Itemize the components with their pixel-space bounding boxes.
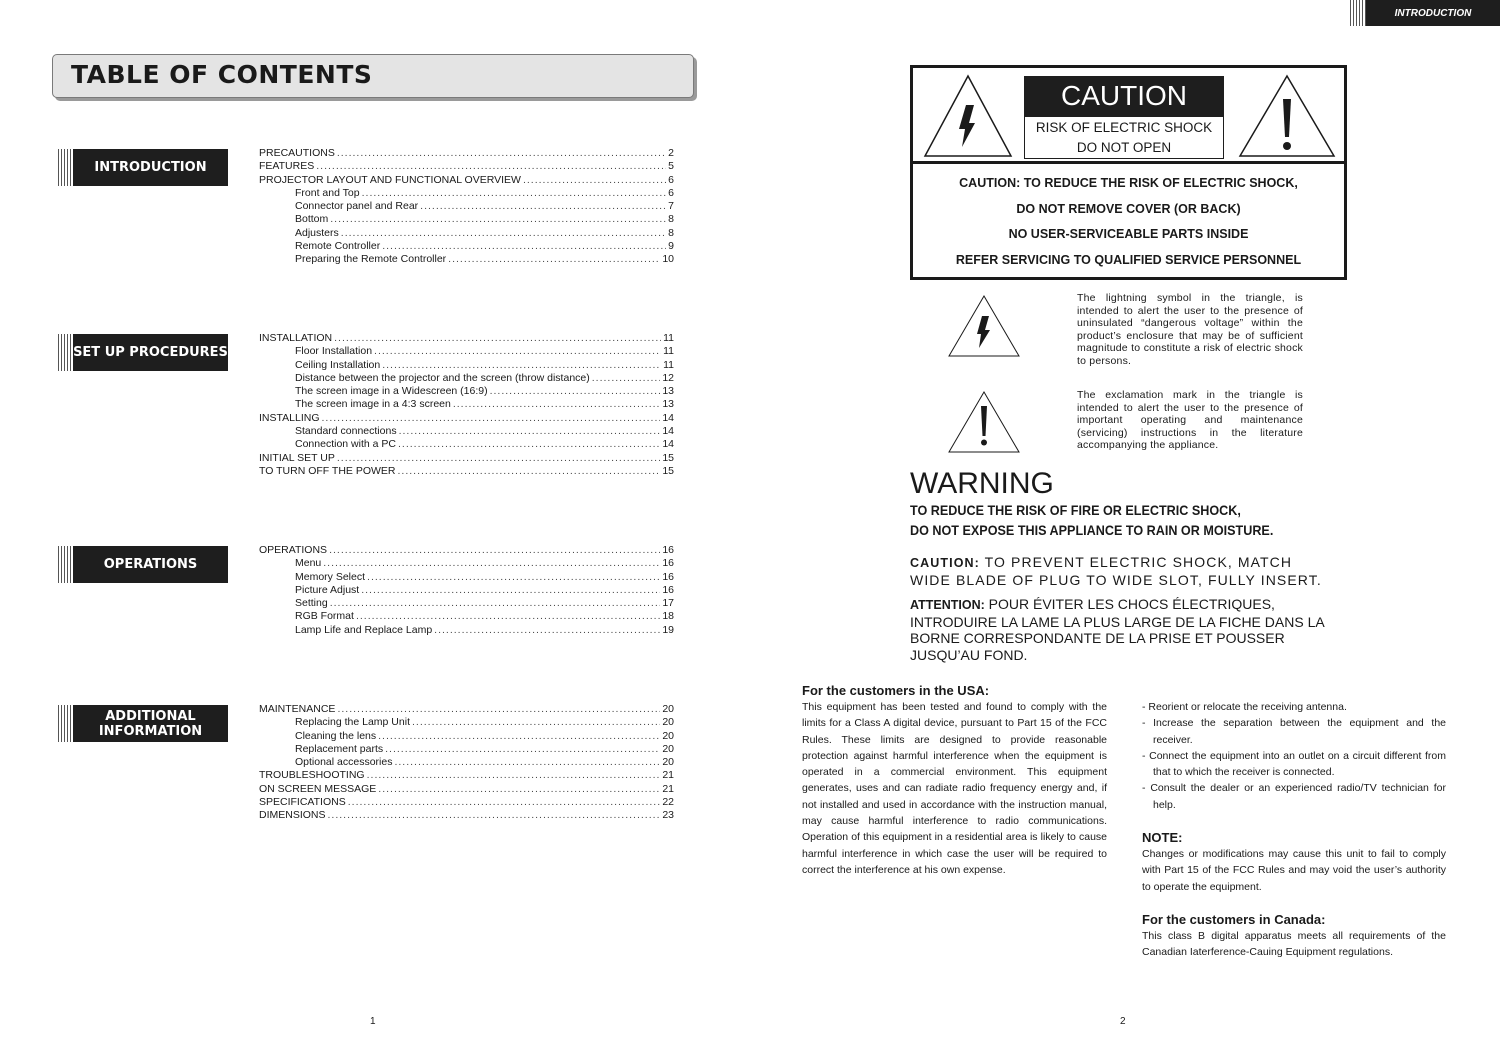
toc-entry-page: 14 [662,411,674,424]
toc-entry-page: 16 [662,570,674,583]
toc-entry [259,809,674,822]
section-label-text: INTRODUCTION [73,149,228,186]
toc-entry-title: Connection with a PC [295,438,396,451]
toc-entry [259,597,674,610]
toc-leader-dots [316,160,666,173]
toc-leader-dots [367,769,661,782]
toc-entry [259,398,674,411]
toc-entry-page: 10 [662,253,674,266]
lightning-symbol-icon [947,294,1021,358]
toc-entry-title: Replacement parts [295,742,384,755]
toc-entry [259,465,674,478]
toc-leader-dots [334,332,661,345]
warning-line-2: DO NOT EXPOSE THIS APPLIANCE TO RAIN OR MOISTURE. [910,522,1274,538]
toc-entry-page: 20 [662,756,674,769]
toc-leader-dots [330,213,666,226]
header-tab [1350,0,1500,26]
toc-entry-title: FEATURES [259,160,315,173]
toc-entry-page: 16 [662,557,674,570]
toc-leader-dots [399,425,661,438]
header-stripes [1350,0,1366,26]
toc-entry-page: 20 [662,729,674,742]
toc-entry-page: 21 [662,782,674,795]
toc-entry-title: Bottom [295,213,329,226]
caution-subtitle [1024,116,1224,159]
toc-entry-page: 13 [662,398,674,411]
toc-entry-page: 21 [662,769,674,782]
label-stripes [58,705,73,742]
toc-leader-dots [322,412,661,425]
toc-entry-page: 22 [662,796,674,809]
toc-entry-page: 20 [662,703,674,715]
toc-entry-title: The screen image in a 4:3 screen [295,398,451,411]
toc-entry [259,544,674,557]
section-label-text: SET UP PROCEDURES [73,334,228,371]
toc-leader-dots [323,557,660,570]
canada-heading: For the customers in Canada: [1142,912,1326,927]
note-text: Changes or modifications may cause this unit to fail to comply with Part 15 of the FCC Rules and may void the user’s authority to operate the equipment. [1142,848,1446,893]
toc-entry [259,438,674,451]
note-heading: NOTE: [1142,830,1183,845]
toc-entry-page: 5 [668,160,674,173]
toc-entry [259,703,674,716]
toc-entry [259,359,674,372]
toc-entry [259,253,674,266]
toc-entry [259,187,674,200]
toc-entry-title: Setting [295,597,328,610]
section-label-setup [58,334,228,371]
toc-entry-page: 15 [662,451,674,464]
toc-leader-dots [398,438,660,451]
label-stripes [58,546,73,583]
toc-entry-title: Remote Controller [295,240,381,253]
toc-entry-page: 11 [663,345,674,358]
caution-title: CAUTION [1024,76,1224,116]
toc-entry-title: SPECIFICATIONS [259,796,346,809]
toc-entry [259,385,674,398]
section-label-introduction [58,149,228,186]
toc-leader-dots [330,597,661,610]
section-label-text: ADDITIONAL INFORMATION [73,705,228,742]
toc-entry [259,769,674,782]
section-label-text: OPERATIONS [73,546,228,583]
toc-entry-title: Replacing the Lamp Unit [295,716,410,729]
toc-leader-dots [412,716,660,729]
toc-entry-title: Connector panel and Rear [295,200,419,213]
toc-entry-page: 16 [662,583,674,596]
toc-leader-dots [337,452,660,465]
header-tab-label: INTRODUCTION [1366,0,1500,26]
label-stripes [58,149,73,186]
toc-entry-page: 20 [662,742,674,755]
list-item: - Increase the separation between the equipment and the receiver. [1142,717,1446,746]
toc-entry [259,332,674,345]
toc-entry-title: Cleaning the lens [295,729,377,742]
canada-text: This class B digital apparatus meets all requirements of the Canadian Iaterference-Cauing Equipment regulations. [1142,930,1446,959]
toc-leader-dots [420,200,666,213]
toc-entry-page: 17 [662,597,674,610]
toc-leader-dots [378,730,660,743]
toc-entry [259,783,674,796]
toc-entry-title: PRECAUTIONS [259,147,335,159]
toc-entry-title: TROUBLESHOOTING [259,769,365,782]
toc-entry [259,174,674,187]
toc-entry-title: DIMENSIONS [259,809,326,822]
toc-entry-page: 18 [662,610,674,623]
toc-entry-page: 11 [663,358,674,371]
toc-entry [259,412,674,425]
toc-entry [259,452,674,465]
toc-entry-page: 8 [668,213,674,226]
canada-customers-section [1142,912,1446,961]
toc-entry-page: 13 [662,385,674,398]
caution-instruction: DO NOT REMOVE COVER (OR BACK) [1016,201,1241,216]
toc-leader-dots [523,174,666,187]
toc-entry-title: Picture Adjust [295,583,360,596]
toc-leader-dots [361,584,660,597]
toc-entry-title: MAINTENANCE [259,703,336,715]
exclamation-warning-icon [1237,73,1337,159]
toc-leader-dots [328,809,661,822]
attention-plug-text [910,596,1335,663]
toc-entry [259,584,674,597]
toc-leader-dots [394,756,660,769]
caution-line-2: DO NOT OPEN [1076,140,1172,155]
toc-entry-title: Front and Top [295,186,360,199]
toc-leader-dots [453,398,660,411]
toc-entry [259,571,674,584]
toc-entry [259,227,674,240]
interference-measures [1142,699,1446,813]
toc-leader-dots [356,610,660,623]
attention-plug-body: POUR ÉVITER LES CHOCS ÉLECTRIQUES, INTRODUIRE LA LAME LA PLUS LARGE DE LA FICHE DANS LA BORNE CORRESPONDANTE DE LA PRISE ET POUSSER JUSQU’AU FOND. [910,596,1324,663]
toc-list-introduction [259,147,674,267]
toc-list-setup [259,332,674,478]
caution-plug-label: CAUTION: [910,556,980,570]
caution-instruction: CAUTION: TO REDUCE THE RISK OF ELECTRIC SHOCK, [959,176,1298,190]
toc-list-additional [259,703,674,823]
lightning-warning-icon [922,73,1014,159]
toc-leader-dots [434,624,660,637]
toc-entry [259,796,674,809]
toc-entry [259,425,674,438]
toc-entry [259,345,674,358]
toc-entry-title: Distance between the projector and the screen (throw distance) [295,371,590,384]
toc-leader-dots [592,372,661,385]
toc-entry-page: 2 [668,147,674,159]
toc-entry-title: Preparing the Remote Controller [295,253,447,266]
toc-entry-title: RGB Format [295,610,354,623]
toc-entry-title: Ceiling Installation [295,358,381,371]
toc-entry-title: The screen image in a Widescreen (16:9) [295,385,488,398]
toc-leader-dots [329,544,660,557]
toc-leader-dots [378,783,660,796]
toc-entry [259,372,674,385]
page-title: TABLE OF CONTENTS [71,60,373,89]
toc-entry-title: INSTALLATION [259,332,333,344]
list-item: - Reorient or relocate the receiving antenna. [1142,701,1347,713]
caution-plug-text [910,554,1330,588]
toc-entry-page: 14 [662,425,674,438]
toc-leader-dots [398,465,661,478]
toc-entry [259,756,674,769]
toc-entry [259,624,674,637]
toc-entry [259,160,674,173]
toc-list-operations [259,544,674,637]
section-label-operations [58,546,228,583]
toc-entry-title: TO TURN OFF THE POWER [259,464,396,477]
toc-entry [259,716,674,729]
caution-box [910,65,1347,280]
caution-instruction: NO USER-SERVICEABLE PARTS INSIDE [1008,227,1249,241]
toc-entry-title: Adjusters [295,226,339,239]
toc-entry-page: 8 [668,226,674,239]
toc-entry-page: 16 [662,544,674,556]
toc-entry-page: 7 [668,200,674,213]
caution-header [913,68,1344,164]
toc-entry-title: OPERATIONS [259,544,328,556]
usa-heading: For the customers in the USA: [802,683,990,698]
toc-leader-dots [382,359,661,372]
toc-entry-title: Optional accessories [295,756,393,769]
toc-leader-dots [348,796,661,809]
toc-entry-page: 12 [662,371,674,384]
exclamation-explanation: The exclamation mark in the triangle is intended to alert the user to the presence of important operating and maintenance (servicing) instructions in the literature accompanying the appliance. [1077,389,1303,452]
list-item: - Connect the equipment into an outlet on a circuit different from that to which the receiver is connected. [1142,749,1446,779]
toc-entry-title: Standard connections [295,425,397,438]
toc-leader-dots [374,345,661,358]
toc-entry [259,240,674,253]
toc-entry-page: 11 [663,332,674,344]
lightning-explanation: The lightning symbol in the triangle, is intended to alert the user to the presence of uninsulated “dangerous voltage” within the product’s enclosure that may be of sufficient magnitude to constitute a risk of electric shock to persons. [1077,292,1303,367]
toc-leader-dots [382,240,666,253]
toc-leader-dots [448,253,660,266]
toc-entry-title: Menu [295,557,322,570]
toc-entry [259,557,674,570]
toc-entry-title: INSTALLING [259,411,320,424]
caution-instructions [913,171,1344,273]
toc-entry-title: ON SCREEN MESSAGE [259,782,377,795]
toc-entry-title: PROJECTOR LAYOUT AND FUNCTIONAL OVERVIEW [259,173,521,186]
toc-leader-dots [337,147,666,160]
warning-title: WARNING [910,467,1054,500]
toc-entry-title: Lamp Life and Replace Lamp [295,623,433,636]
toc-entry-page: 14 [662,438,674,451]
toc-entry-page: 6 [668,173,674,186]
toc-entry-page: 15 [662,464,674,477]
toc-entry-title: INITIAL SET UP [259,451,335,464]
usa-text: This equipment has been tested and found to comply with the limits for a Class A digital device, pursuant to Part 15 of the FCC Rules. These limits are designed to provide reasonable protection against harmful interference when the equipment is operated in a commercial environment. This equipment generates, uses and can radiate radio frequency energy and, if not installed and used in accordance with the instruction manual, may cause harmful interference to radio communications. Operation of this equipment in a residential area is likely to cause harmful interference in which case the user will be required to correct the interference at his own expense. [802,701,1107,876]
caution-plug-body: TO PREVENT ELECTRIC SHOCK, MATCH WIDE BLADE OF PLUG TO WIDE SLOT, FULLY INSERT. [910,554,1322,588]
toc-entry [259,213,674,226]
toc-leader-dots [385,743,660,756]
page-number-left: 1 [370,1016,376,1027]
toc-leader-dots [341,227,666,240]
caution-line-1: RISK OF ELECTRIC SHOCK [1035,120,1213,135]
caution-instruction: REFER SERVICING TO QUALIFIED SERVICE PERSONNEL [955,252,1302,267]
toc-entry-page: 6 [668,186,674,199]
section-label-additional [58,705,228,742]
toc-entry [259,610,674,623]
toc-leader-dots [367,571,660,584]
measures-list [1142,699,1446,813]
warning-line-1: TO REDUCE THE RISK OF FIRE OR ELECTRIC SHOCK, [910,502,1241,518]
toc-entry-page: 19 [662,623,674,636]
toc-leader-dots [490,385,661,398]
toc-title-box [52,54,694,98]
note-section [1142,830,1446,895]
list-item: - Consult the dealer or an experienced radio/TV technician for help. [1142,782,1446,811]
attention-plug-label: ATTENTION: [910,598,985,612]
toc-entry-title: Memory Select [295,570,366,583]
toc-entry-page: 9 [668,240,674,253]
page-number-right: 2 [1120,1016,1126,1027]
toc-entry-page: 23 [662,809,674,822]
toc-entry [259,730,674,743]
toc-leader-dots [362,187,667,200]
toc-entry [259,200,674,213]
toc-entry [259,743,674,756]
usa-customers-section [802,683,1107,878]
exclamation-symbol-icon [947,390,1021,454]
toc-entry [259,147,674,160]
label-stripes [58,334,73,371]
toc-entry-title: Floor Installation [295,345,373,358]
toc-leader-dots [337,703,660,716]
toc-entry-page: 20 [662,716,674,729]
